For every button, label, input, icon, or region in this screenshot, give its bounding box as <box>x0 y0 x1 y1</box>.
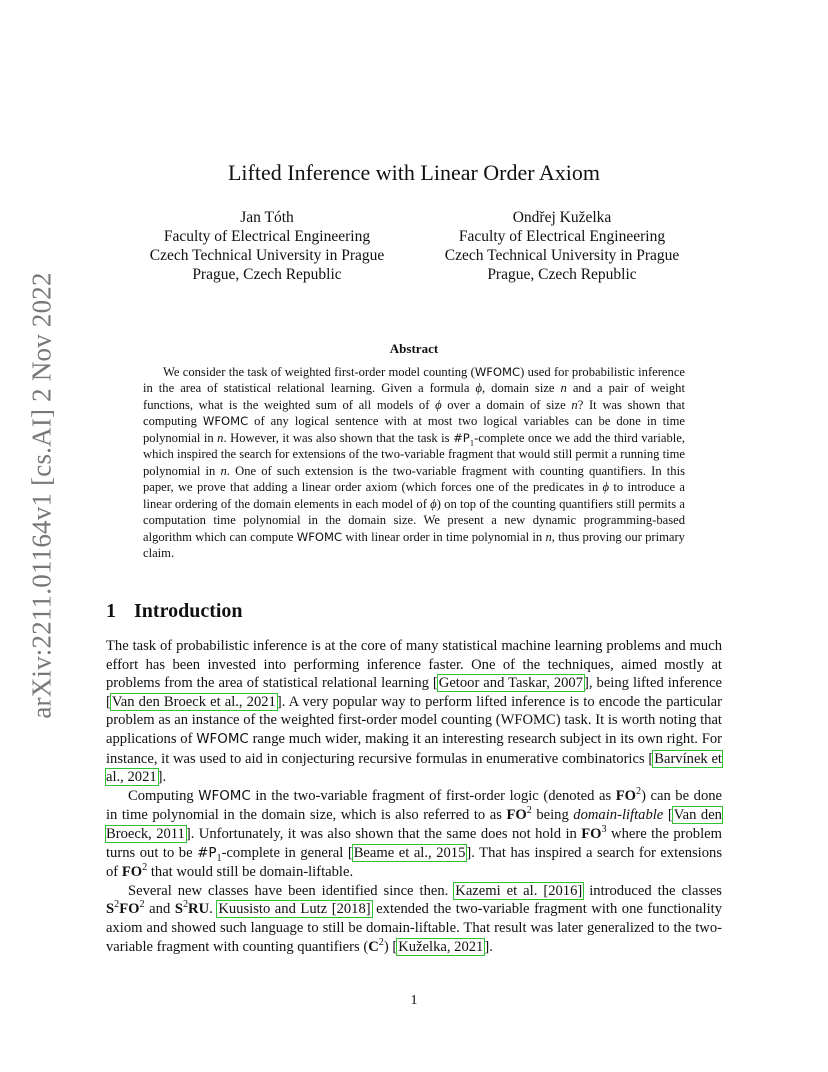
citation-link[interactable]: Van den Broeck, 2011 <box>106 807 722 842</box>
paragraph: The task of probabilistic inference is at the core of many statistical machine learning problems and much effort has been invested into performing inference faster. One of the techniques, aimed mostly at problems from the area of statistical relational learning [Getoor and Taskar, 2007], being lifted inference [Van den Broeck et al., 2021]. A very popular way to perform lifted inference is to encode the particular problem as an instance of the weighted first-order model counting (WFOMC) task. It is worth noting that applications of WFOMC range much wider, making it an interesting research subject in its own right. For instance, it was used to aid in conjecturing recursive formulas in enumerative combinatorics [Barvínek et al., 2021]. <box>106 638 723 786</box>
section-number: 1 <box>106 600 116 622</box>
author-location: Prague, Czech Republic <box>192 266 342 283</box>
citation-link[interactable]: Kuusisto and Lutz [2018] <box>218 901 371 918</box>
arxiv-stamp-text: arXiv:2211.01164v1 [cs.AI] 2 Nov 2022 <box>26 271 57 719</box>
section-title: Introduction <box>134 600 243 622</box>
abstract-heading: Abstract <box>389 341 439 356</box>
author-name: Jan Tóth <box>240 209 294 226</box>
citation-link[interactable]: Getoor and Taskar, 2007 <box>438 675 584 692</box>
author-block-1 <box>122 208 412 284</box>
citation-link[interactable]: Kuželka, 2021 <box>398 938 484 955</box>
author-location: Prague, Czech Republic <box>487 266 637 283</box>
citation-link[interactable]: Van den Broeck et al., 2021 <box>111 693 276 710</box>
page-number: 1 <box>410 993 418 1008</box>
citation-link[interactable]: Barvínek et al., 2021 <box>106 750 722 786</box>
paragraph: Several new classes have been identified since then. Kazemi et al. [2016] introduced the classes $S^2FO^2$ and $S^2RU$. Kuusisto and Lutz [2018] extended the two-variable fragment with one functionality axiom and showed such language to still be domain-liftable. That result was later generalized to the two-variable fragment with counting quantifiers $(C^2)$ [Kuželka, 2021]. <box>106 882 722 955</box>
author-name: Ondřej Kuželka <box>512 209 612 226</box>
author-university: Czech Technical University in Prague <box>149 247 385 264</box>
citation-link[interactable]: Beame et al., 2015 <box>353 844 466 861</box>
introduction-body <box>106 637 722 956</box>
paragraph: Computing WFOMC in the two-variable fragment of first-order logic (denoted as $FO^2$) can be done in time polynomial in the domain size, which is also referred to as $FO^2$ being domain-liftable [Van den Broeck, 2011]. Unfortunately, it was also shown that the same does not hold in $FO^3$ where the problem turns out to be $\#P_1$-complete in general [Beame et al., 2015]. That has inspired a search for extensions of $FO^2$ that would still be domain-liftable. <box>106 785 723 881</box>
paper-title: Lifted Inference with Linear Order Axiom <box>227 160 600 185</box>
author-department: Faculty of Electrical Engineering <box>163 228 371 245</box>
abstract-body: We consider the task of weighted first-order model counting (WFOMC) used for probabilistic inference in the area of statistical relational learning. Given a formula ϕ, domain size n and a pair of weight functions, what is the weighted sum of all models of ϕ over a domain of size n? It was shown that computing WFOMC of any logical sentence with at most two logical variables can be done in time polynomial in n. However, it was also shown that the task is $\#P_1$-complete once we add the third variable, which inspired the search for extensions of the two-variable fragment that would still permit a running time polynomial in n. One of such extension is the two-variable fragment with counting quantifiers. In this paper, we prove that adding a linear order axiom (which forces one of the predicates in ϕ to introduce a linear ordering of the domain elements in each model of ϕ) on top of the counting quantifiers still permits a computation time polynomial in the domain size. We present a new dynamic programming-based algorithm which can compute WFOMC with linear order in time polynomial in n, thus proving our primary claim. <box>143 365 686 560</box>
citation-link[interactable]: Kazemi et al. [2016] <box>455 882 583 899</box>
author-department: Faculty of Electrical Engineering <box>458 228 666 245</box>
author-block-2 <box>418 208 706 284</box>
author-university: Czech Technical University in Prague <box>444 247 680 264</box>
section-heading-introduction <box>106 600 243 623</box>
